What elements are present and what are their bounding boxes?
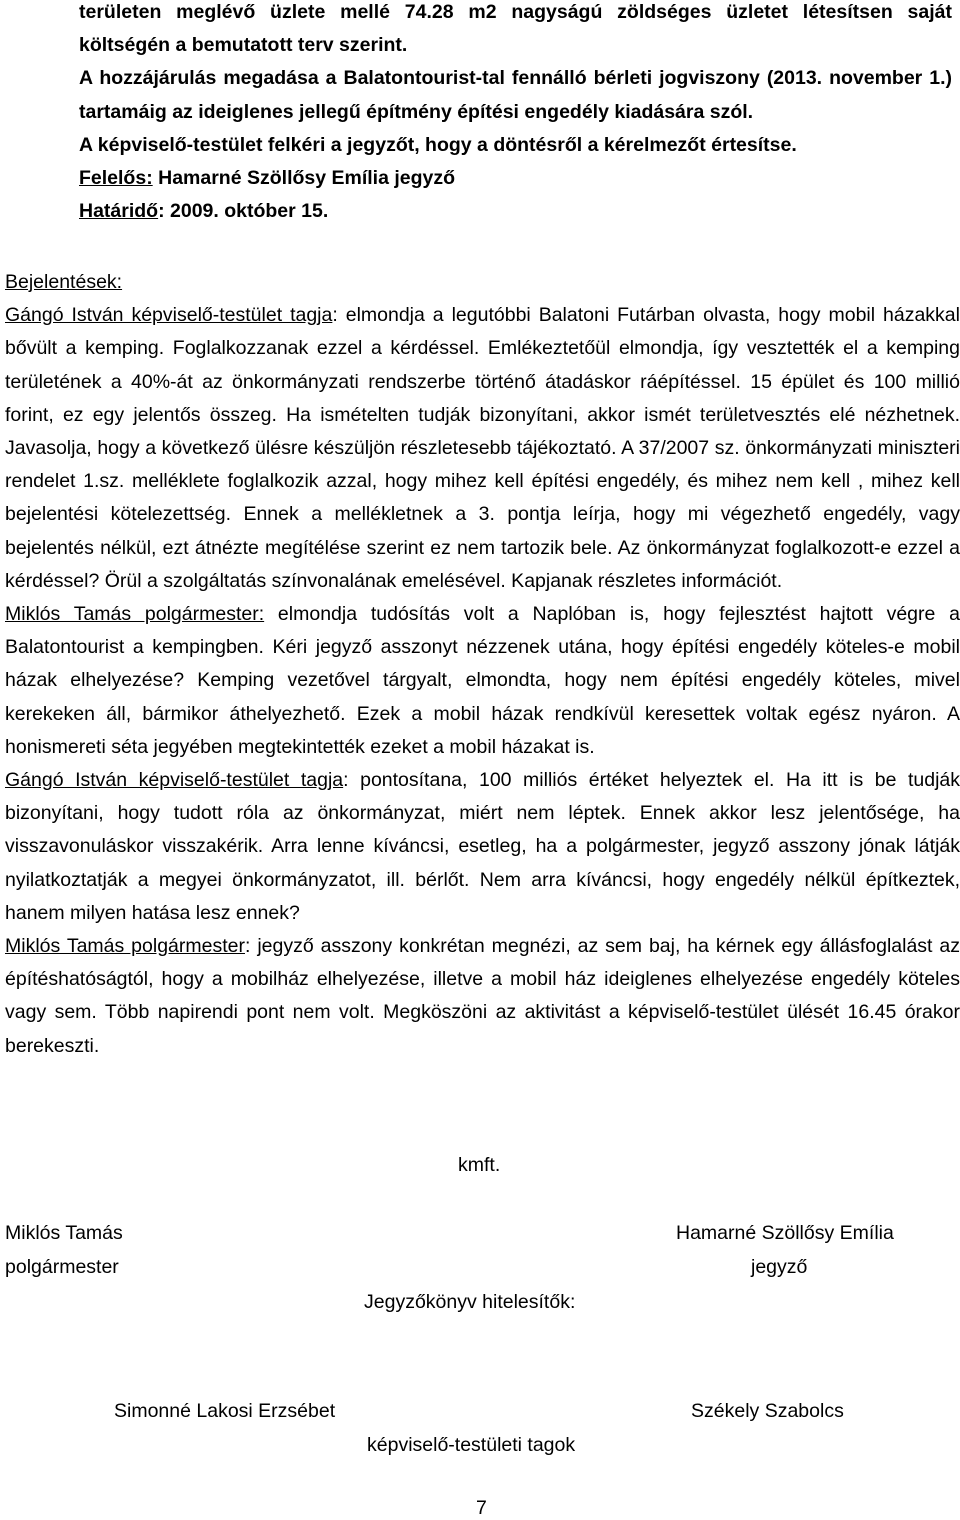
decision-block (79, 0, 952, 228)
mayor-title: polgármester (5, 1256, 119, 1278)
responsible-line (79, 162, 952, 195)
notary-name: Hamarné Szöllősy Emília (676, 1222, 894, 1244)
paragraph-4-text: : jegyző asszony konkrétan megnézi, az sem baj, ha kérnek egy állásfoglalást az építéshatóságtól, hogy a mobilház elhelyezése, illetve a mobil ház ideiglenes elhelyezése engedély köteles vagy sem. Több napirendi pont nem volt. Megköszöni az aktivitást a képviselő-testület ülését 16.45 órakor berekeszti. (5, 935, 960, 1057)
mayor-name: Miklós Tamás (5, 1222, 123, 1244)
announcements-section (5, 266, 960, 1063)
responsible-value: Hamarné Szöllősy Emília jegyző (152, 167, 456, 190)
decision-text-1: területen meglévő üzlete mellé 74.28 m2 nagyságú zöldséges üzletet létesítsen saját költségén a bemutatott terv szerint. (79, 1, 952, 57)
announcements-heading: Bejelentések: (5, 271, 123, 293)
decision-text-2: A hozzájárulás megadása a Balatontourist-tal fennálló bérleti jogviszony (2013. november 1.) tartamáig az ideiglenes jellegű építmény építési engedély kiadására szól. (79, 67, 952, 123)
paragraph-1 (5, 299, 960, 598)
deadline-label: Határidő (79, 200, 159, 223)
paragraph-3-text: : pontosítana, 100 milliós értéket helyeztek el. Ha itt is be tudják bizonyítani, hogy tudott róla az önkormányzat, miért nem léptek. Ennek akkor lesz jelentősége, ha visszavonuláskor visszakérik. Arra lenne kíváncsi, esetleg, ha a polgármester, jegyző asszony jónak látják nyilatkoztatják a megyei önkormányzatot, ill. bérlőt. Nem arra kíváncsi, hogy engedély nélkül építkeztek, hanem milyen hatása lesz ennek? (5, 769, 960, 924)
paragraph-2-text: elmondja tudósítás volt a Naplóban is, hogy fejlesztést hajtott végre a Balatontourist a kempingben. Kéri jegyző asszonyt nézzenek utána, hogy építési engedély köteles-e mobil házak elhelyezése? Kemping vezetővel tárgyalt, elmondta, hogy nem építési engedély köteles, mivel kerekeken áll, bármikor áthelyezhető. Ezek a mobil házak rendkívül keresettek voltak egész nyáron. A honismereti séta jegyében megtekintették ezeket a mobil házakat is. (5, 603, 960, 758)
notary-title: jegyző (751, 1256, 808, 1278)
speaker-1: Gángó István képviselő-testület tagja (5, 304, 333, 327)
responsible-label: Felelős: (79, 167, 153, 190)
authenticators-title: képviselő-testületi tagok (367, 1434, 576, 1456)
paragraph-3 (5, 764, 960, 930)
authenticator-1-name: Simonné Lakosi Erzsébet (114, 1400, 336, 1422)
deadline-value: : 2009. október 15. (158, 200, 329, 223)
kmft-label: kmft. (458, 1154, 501, 1176)
decision-text-3: A képviselő-testület felkéri a jegyzőt, hogy a döntésről a kérelmezőt értesítse. (79, 133, 797, 156)
authenticators-label: Jegyzőkönyv hitelesítők: (364, 1291, 576, 1313)
speaker-3: Gángó István képviselő-testület tagja (5, 769, 344, 792)
paragraph-1-text: : elmondja a legutóbbi Balatoni Futárban olvasta, hogy mobil házakkal bővült a kemping. Foglalkozzanak ezzel a kérdéssel. Emlékeztetőül elmondja, így vesztették el a kemping területének a 40%-át az önkormányzati rendszerbe történő átadáskor ráépítéssel. 15 épület és 100 millió forint, ez egy jelentős összeg. Ha ismételten tudják bizonyítani, akkor ismét területvesztés elé nézhetnek. Javasolja, hogy a következő ülésre készüljön részletesebb tájékoztató. A 37/2007 sz. önkormányzati miniszteri rendelet 1.sz. melléklete foglalkozik azzal, hogy mihez kell építési engedély, és mihez nem kell , mihez kell bejelentési kötelezettség. Ennek a mellékletnek a 3. pontja leírja, hogy mi végezhető engedély, vagy bejelentés nélkül, ezt átnézte megítélése szerint ez nem tartozik bele. Az önkormányzat foglalkozott-e ezzel a kérdéssel? Örül a szolgáltatás színvonalának emelésével. Kapjanak részletes információt. (5, 304, 960, 592)
speaker-4: Miklós Tamás polgármester (5, 935, 245, 958)
paragraph-4 (5, 930, 960, 1063)
deadline-line (79, 195, 952, 228)
paragraph-2 (5, 598, 960, 764)
page-number: 7 (476, 1497, 487, 1519)
authenticator-2-name: Székely Szabolcs (691, 1400, 844, 1422)
speaker-2: Miklós Tamás polgármester: (5, 603, 265, 626)
